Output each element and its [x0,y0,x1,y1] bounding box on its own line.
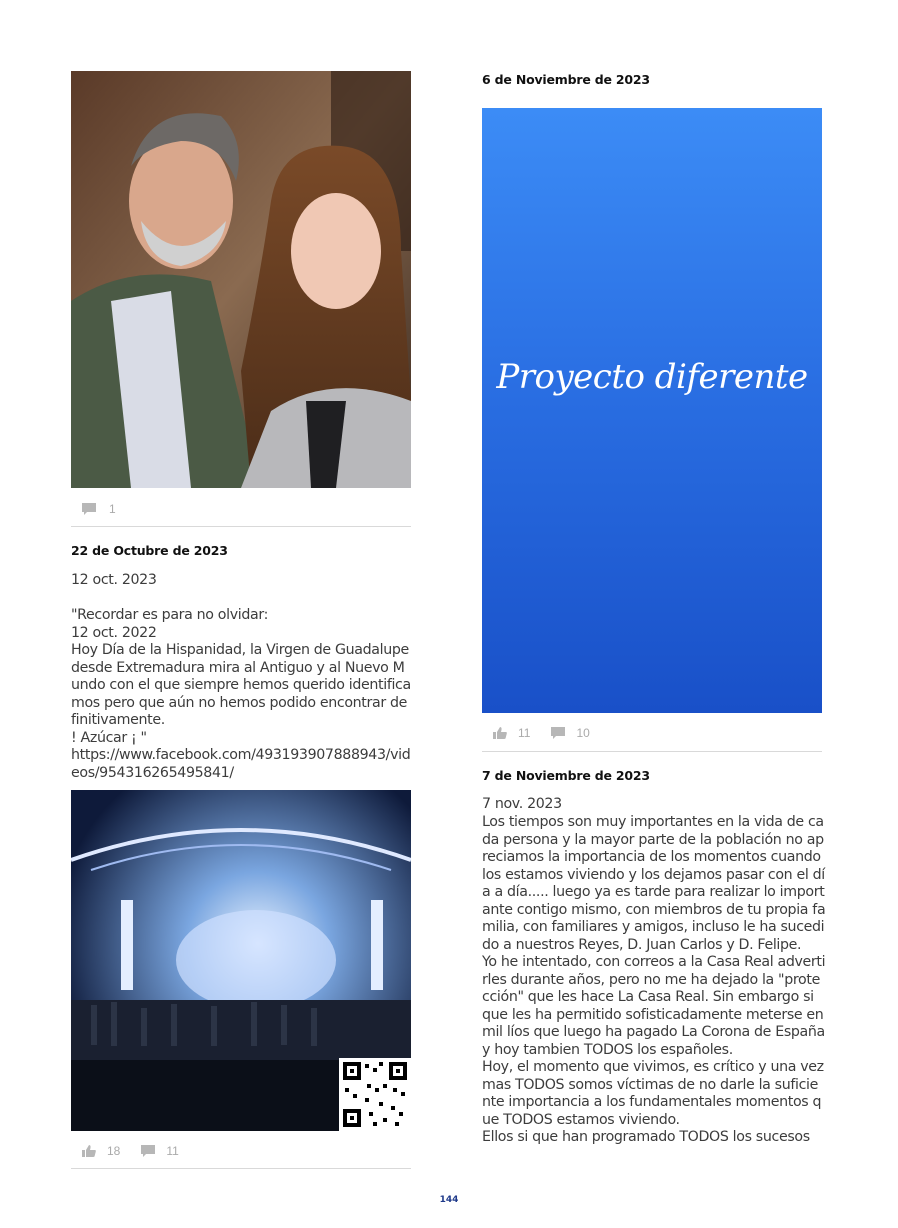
thumbs-up-icon[interactable] [492,726,508,740]
like-count: 11 [518,726,531,740]
comment-icon[interactable] [81,502,97,516]
date-heading-1: 6 de Noviembre de 2023 [482,72,650,87]
divider [71,526,411,527]
qr-code [339,1058,411,1131]
card-stats [492,726,590,740]
divider [71,1168,411,1169]
page-number: 144 [439,1195,459,1205]
post-body: Los tiempos son muy importantes en la vida de cada persona y la mayor parte de la población no apreciamos la importancia de los momentos cuando los estamos viviendo y los dejamos pasar con el día a día..... luego ya es tarde para realizar lo importante contigo mismo, con miembros de tu propia familia, con familiares y amigos, incluso le ha sucedido a nuestros Reyes, D. Juan Carlos y D. Felipe. Yo he intentado, con correos a la Casa Real advertirles durante años, pero no me ha dejado la "protección" que les hace La Casa Real. Sin embargo si que les ha permitido sofisticadamente meterse en mil líos que luego ha pagado La Corona de España y hoy tambien TODOS los españoles. Hoy, el momento que vivimos, es crítico y una vez mas TODOS somos víctimas de no darle la suficiente importancia a los fundamentales momentos que TODOS estamos viviendo. Ellos si que han programado TODOS los sucesos [482,814,826,1145]
comment-count: 10 [576,726,590,740]
like-count: 18 [107,1144,121,1158]
date-heading-2: 7 de Noviembre de 2023 [482,768,650,783]
comment-icon[interactable] [550,726,566,740]
post-body: "Recordar es para no olvidar: 12 oct. 2022 Hoy Día de la Hispanidad, la Virgen de Guadalupe desde Extremadura mira al Antiguo y al Nuevo Mundo con el que siempre hemos querido identificamos pero que aún no hemos podido encontrar definitivamente. ! Azúcar ¡ " https://www.facebook.com/493193907888943/videos/954316265495841/ [71,607,411,781]
comment-icon[interactable] [140,1144,156,1158]
post-short-date: 7 nov. 2023 [482,796,562,812]
post-date-heading: 22 de Octubre de 2023 [71,543,228,558]
photo-felipe-leonor [71,71,411,488]
project-card [482,108,822,713]
comment-count: 1 [109,502,116,516]
portrait-image [71,71,411,488]
divider [482,751,822,752]
card-title: Proyecto diferente [496,356,808,397]
photo-concert [71,790,411,1131]
post-short-date: 12 oct. 2023 [71,572,157,588]
concert-image [71,790,411,1131]
concert-stats [81,1144,179,1158]
photo-top-stats [81,502,116,516]
comment-count: 11 [166,1144,179,1158]
thumbs-up-icon[interactable] [81,1144,97,1158]
